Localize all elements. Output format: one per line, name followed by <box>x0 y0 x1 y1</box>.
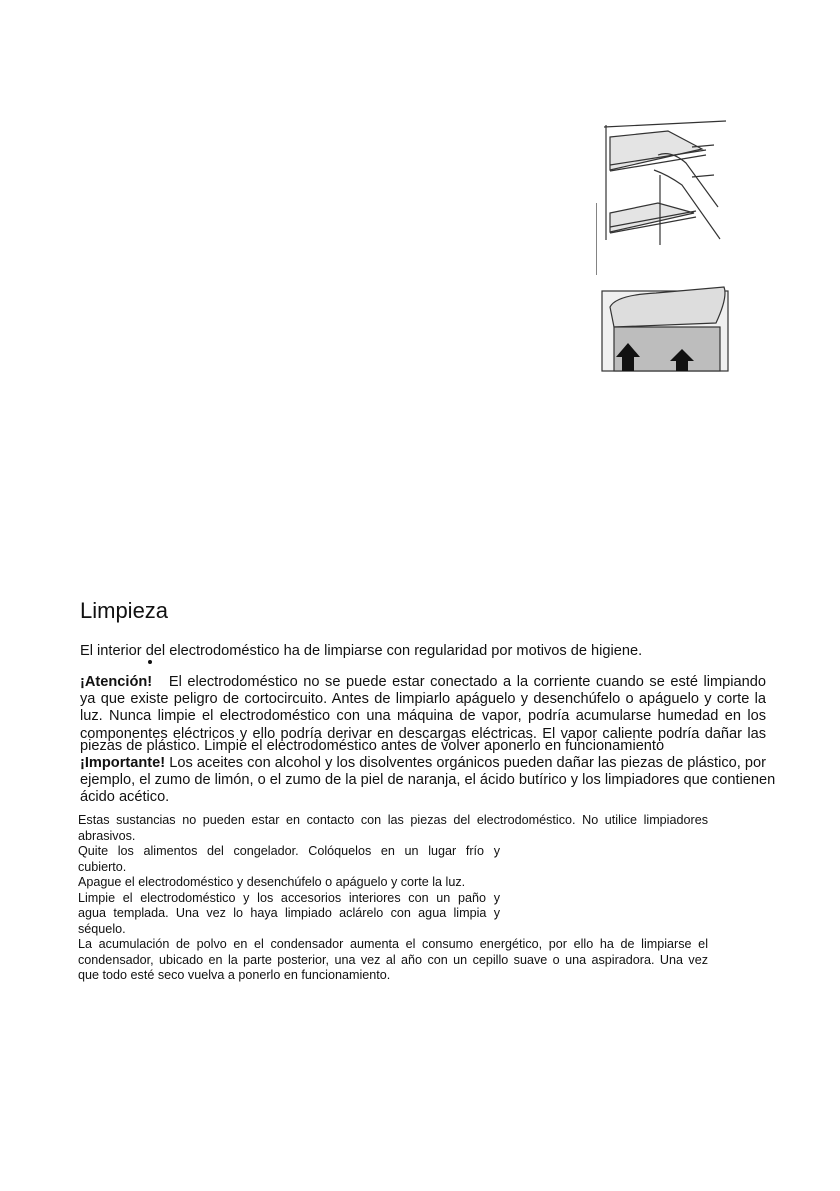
important-line: ¡Importante! Los aceites con alcohol y los disolventes orgánicos pueden dañar las piezas de plástico, por <box>80 755 766 771</box>
warning-line: componentes eléctricos y ello podría derivar en descargas eléctricas. El vapor caliente podría dañar las <box>80 726 766 742</box>
steps-line: Limpie el electrodoméstico y los accesorios interiores con un paño y <box>78 891 500 905</box>
intro-text: El interior del electrodoméstico ha de limpiarse con regularidad por motivos de higiene. <box>80 643 643 659</box>
warning-line: piezas de plástico. Limpie el electrodoméstico antes de volver aponerlo en funcionamiento <box>80 738 665 754</box>
steps-line: agua templada. Una vez lo haya limpiado aclárelo con agua limpia y <box>78 906 500 920</box>
steps-line: cubierto. <box>78 860 127 874</box>
section-title: Limpieza <box>80 598 169 623</box>
steps-line: Estas sustancias no pueden estar en contacto con las piezas del electrodoméstico. No utilice limpiadores <box>78 813 708 827</box>
steps-line: séquelo. <box>78 922 126 936</box>
steps-line: abrasivos. <box>78 829 136 843</box>
steps-line: que todo esté seco vuelva a ponerlo en funcionamiento. <box>78 968 391 982</box>
steps-line: La acumulación de polvo en el condensador aumenta el consumo energético, por ello ha de limpiarse el <box>78 937 708 951</box>
warning-line: luz. Nunca limpie el electrodoméstico con una máquina de vapor, podría acumularse humedad en los <box>80 708 766 724</box>
important-label: ¡Importante! <box>80 755 166 771</box>
important-line: ácido acético. <box>80 789 170 805</box>
warning-line: ¡Atención! El electrodoméstico no se puede estar conectado a la corriente cuando se esté limpiando <box>80 674 766 690</box>
warning-line: ya que existe peligro de cortocircuito. Antes de limpiarlo apáguelo y desenchúfelo o apáguelo y corte la <box>80 691 766 707</box>
steps-line: Apague el electrodoméstico y desenchúfelo o apáguelo y corte la luz. <box>78 875 466 889</box>
steps-line: condensador, ubicado en la parte posterior, una vez al año con un cepillo suave o una aspiradora. Una vez <box>78 953 708 967</box>
warning-label: ¡Atención! <box>80 674 153 690</box>
shelf-removal-illustration <box>596 115 736 375</box>
bullet <box>148 660 152 664</box>
important-line: ejemplo, el zumo de limón, o el zumo de la piel de naranja, el ácido butírico y los limpiadores que contienen <box>80 772 776 788</box>
steps-line: Quite los alimentos del congelador. Colóquelos en un lugar frío y <box>78 844 500 858</box>
